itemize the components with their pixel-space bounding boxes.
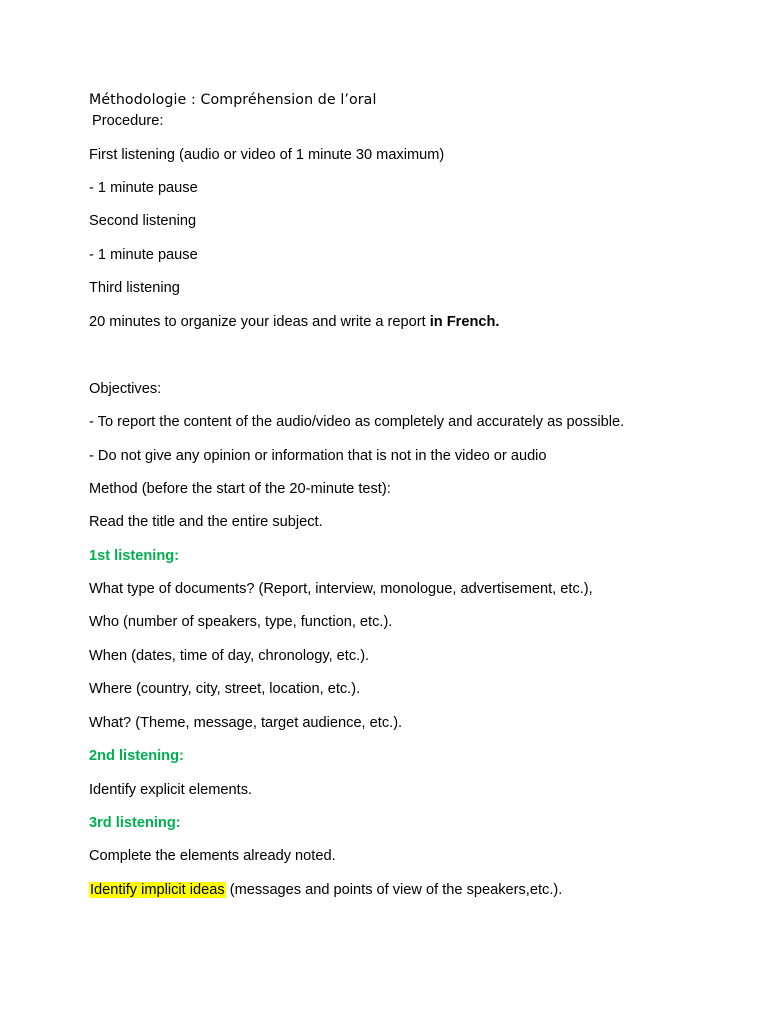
method-label: Method (before the start of the 20-minute test):	[89, 481, 391, 497]
method-intro: Read the title and the entire subject.	[89, 514, 323, 530]
third-listening-heading: 3rd listening:	[89, 815, 181, 831]
objective-item: - Do not give any opinion or information that is not in the video or audio	[89, 448, 547, 464]
first-listening-item: Where (country, city, street, location, etc.).	[89, 681, 361, 697]
writing-instruction-text: 20 minutes to organize your ideas and write a report	[89, 314, 430, 330]
writing-instruction	[89, 313, 499, 331]
first-listening-item: When (dates, time of day, chronology, etc.).	[89, 648, 370, 664]
procedure-step: Second listening	[89, 213, 197, 229]
first-listening-item: Who (number of speakers, type, function, etc.).	[89, 614, 393, 630]
first-listening-heading: 1st listening:	[89, 548, 180, 564]
document-title: Méthodologie : Compréhension de l’oral	[89, 92, 377, 108]
first-listening-item: What type of documents? (Report, interview, monologue, advertisement, etc.),	[89, 581, 593, 597]
implicit-ideas-rest: (messages and points of view of the speakers,etc.).	[225, 882, 563, 898]
third-listening-text: Complete the elements already noted.	[89, 848, 336, 864]
writing-instruction-bold: in French.	[429, 314, 500, 330]
implicit-ideas-line	[89, 881, 562, 899]
second-listening-heading: 2nd listening:	[89, 748, 184, 764]
procedure-step: First listening (audio or video of 1 minute 30 maximum)	[89, 147, 445, 163]
highlighted-text: Identify implicit ideas	[90, 882, 225, 898]
objectives-label: Objectives:	[89, 381, 162, 397]
procedure-step: Third listening	[89, 280, 180, 296]
procedure-step: - 1 minute pause	[89, 180, 198, 196]
procedure-step: - 1 minute pause	[89, 247, 198, 263]
objective-item: - To report the content of the audio/video as completely and accurately as possible.	[89, 414, 625, 430]
procedure-label: Procedure:	[92, 113, 164, 129]
second-listening-text: Identify explicit elements.	[89, 782, 253, 798]
first-listening-item: What? (Theme, message, target audience, etc.).	[89, 715, 403, 731]
